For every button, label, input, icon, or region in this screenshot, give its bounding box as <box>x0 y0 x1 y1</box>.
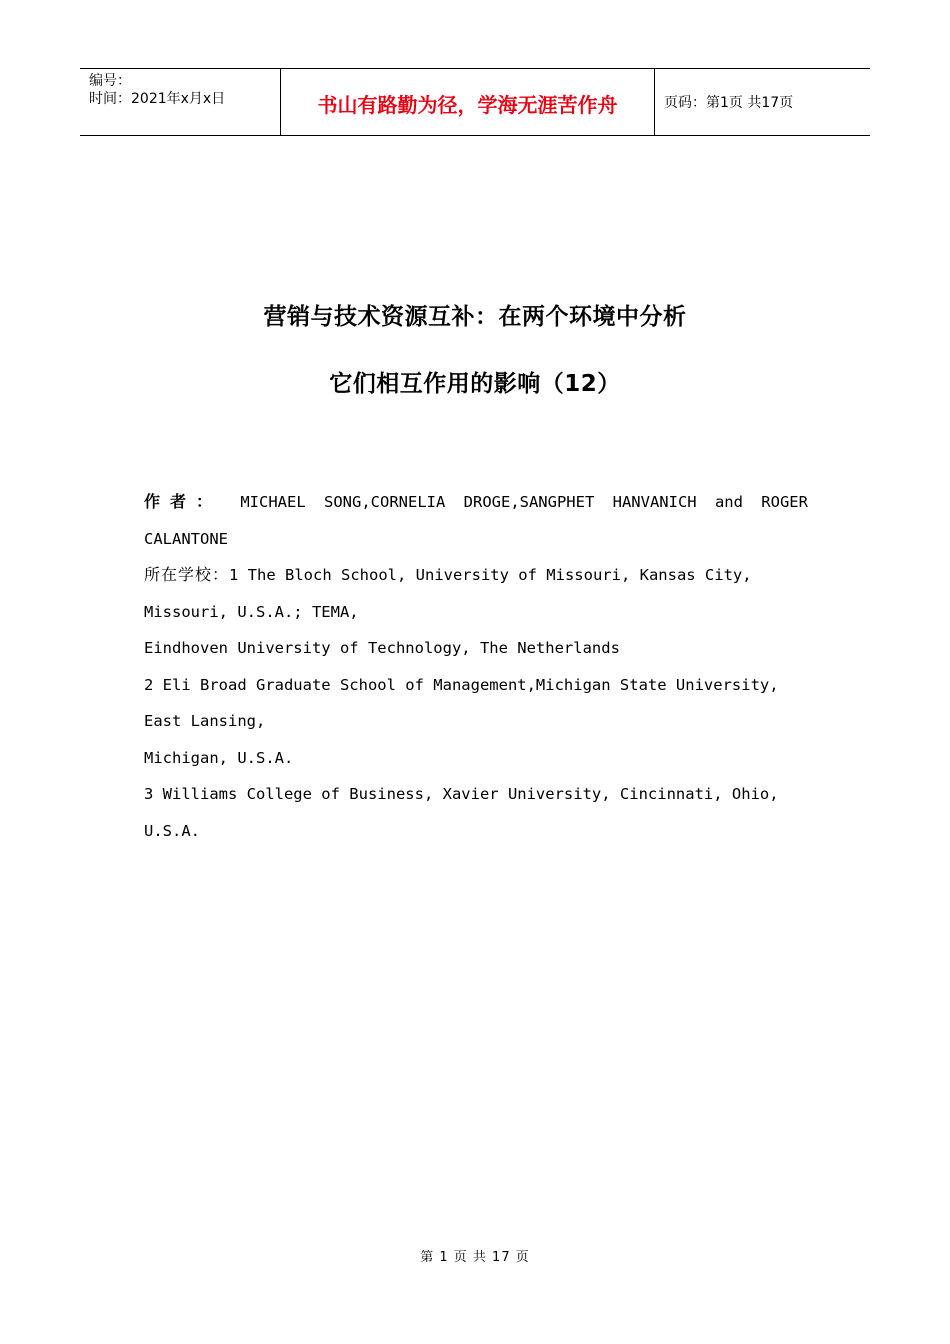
author-line-continued: CALANTONE <box>144 529 228 548</box>
author-name: HANVANICH <box>612 493 697 511</box>
school-line: Michigan, U.S.A. <box>144 748 294 767</box>
school-line: 3 Williams College of Business, Xavier University, Cincinnati, Ohio, <box>144 785 779 803</box>
document-title-line-1: 营销与技术资源互补：在两个环境中分析 <box>263 304 687 330</box>
page-header <box>80 68 870 136</box>
page-footer: 第 1 页 共 17 页 <box>420 1250 530 1265</box>
serial-number-label: 编号： <box>89 73 131 89</box>
school-line: Eindhoven University of Technology, The Netherlands <box>144 639 620 657</box>
author-name: SONG,CORNELIA <box>324 493 446 511</box>
author-name: ROGER <box>761 493 808 511</box>
school-label: 所在学校： <box>144 565 230 584</box>
author-affiliation-block <box>144 484 808 849</box>
school-line <box>144 557 808 594</box>
author-name: and <box>714 493 743 511</box>
school-line: Missouri, U.S.A.; TEMA, <box>144 602 359 621</box>
header-page-cell <box>655 69 870 135</box>
school-text: 1 The Bloch School, University of Missouri, Kansas City, <box>229 566 752 584</box>
header-motto-cell <box>281 69 655 135</box>
author-name: DROGE,SANGPHET <box>463 493 595 511</box>
header-page-number: 页码：第1页 共17页 <box>664 95 794 111</box>
header-meta-cell <box>80 69 281 135</box>
school-line: U.S.A. <box>144 821 200 840</box>
author-name: MICHAEL <box>240 493 306 511</box>
motto-text: 书山有路勤为径，学海无涯苦作舟 <box>317 92 618 117</box>
document-title-line-2: 它们相互作用的影响（12） <box>329 371 621 397</box>
school-line: 2 Eli Broad Graduate School of Management,Michigan State University, <box>144 675 779 694</box>
author-line <box>144 484 808 521</box>
date-label: 时间：2021年x月x日 <box>89 91 226 107</box>
school-line: East Lansing, <box>144 712 266 730</box>
author-label: 作者： <box>144 492 223 511</box>
